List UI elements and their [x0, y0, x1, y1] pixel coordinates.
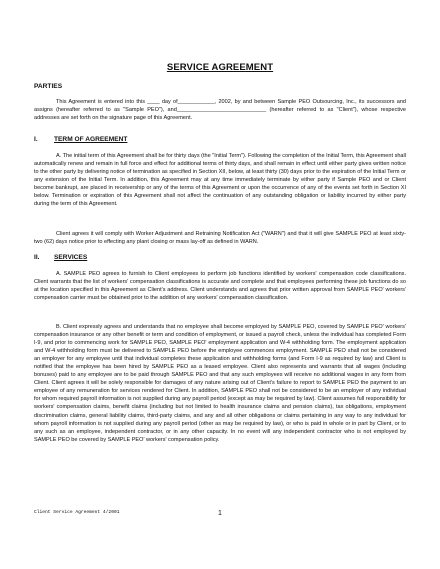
section-1-text-warn: Client agrees it will comply with Worker Adjustment and Retraining Notification Act ("WARN") and that it will give SAMPLE PEO at least sixty-two (62) days notice prior to effecting any plant closing or mass lay-off as defined in WARN. [34, 231, 406, 246]
section-1-paragraph-warn [34, 230, 406, 246]
section-2-text-b: B. Client expressly agrees and understands that no employee shall become employed by SAMPLE PEO, covered by SAMPLE PEO' workers' compensation insurance or any other benefit or term and condition of employment, or issued a payroll check, unless the individual has completed Form I-9, and prior to commencing work for SAMPLE PEO, SAMPLE PEO' employment application and W-4 withholding form. The employment application and W-4 withholding form must be delivered to SAMPLE PEO before the employee commences employment. SAMPLE PEO shall not be considered an employer for any employee until that individual completes these application and withholding forms (and Form I-9 as required by law) and Client is notified that the employee has been hired by SAMPLE PEO as a leased employee. Client also represents and warrants that all wages (including bonuses) paid to any employee are to be paid through SAMPLE PEO and that any such employees will receive no additional wages in any form from Client. Client agrees it will be solely responsible for damages of any nature arising out of Client's failure to report to SAMPLE PEO the payment to an employee of any remuneration for services rendered for Client. In addition, SAMPLE PEO shall not be considered to be an employer of any individual for whom required payroll information is not supplied during any payroll period (except as may be required by law). Client assumes full responsibility for workers' compensation claims, benefit claims (including but not limited to health insurance claims and pension claims), tax obligations, employment discrimination claims, general liability claims, third-party claims, and any and all other obligations or claims pertaining in any way to any individual for whom payroll information is not supplied during any payroll period (other as may be required by law), or who is paid in whole or in part by Client, or to any such as an employee, independent contractor, or in any other capacity. In no event will any independent contractor who is not employed by SAMPLE PEO be covered by SAMPLE PEO' workers' compensation policy. [34, 324, 406, 443]
section-2-number: II. [34, 254, 40, 261]
footer-document-id: Client Service Agreement 4/2001 [34, 510, 120, 515]
page-number: 1 [218, 510, 222, 517]
parties-paragraph [34, 98, 406, 122]
section-2-paragraph-b [34, 323, 406, 444]
parties-heading [34, 83, 62, 90]
section-2-title: SERVICES [54, 254, 88, 261]
document-title: SERVICE AGREEMENT [166, 62, 274, 73]
section-2-heading [34, 254, 87, 261]
parties-heading-text: PARTIES [34, 83, 63, 90]
section-1-number: I. [34, 136, 38, 143]
section-1-heading [34, 136, 127, 143]
section-1-text-a: A. The initial term of this Agreement shall be for thirty days (the "Initial Term"). Following the completion of the Initial Term, this Agreement shall automatically renew and remain in full force and effect for additional terms of thirty days, and shall remain in effect until either party gives written notice to the other party by delivering notice of termination as specified in Section XII, below, at least thirty (30) days prior to the expiration of the Initial Term or any extension of the Initial Term. In addition, this Agreement may at any time immediately terminate by either party if Sample PEO and or Client become bankrupt, are placed in receivership or any of the terms of this Agreement or upon the occurrence of any of the events set forth in Section XI below. Termination or expiration of this Agreement shall not affect the continuation of any outstanding obligation or liability incurred by either party during the term of this Agreement. [34, 153, 406, 208]
section-1-title: TERM OF AGREEMENT [54, 136, 128, 143]
parties-text: This Agreement is entered into this ____ day of____________, 2002, by and between Sample PEO Outsourcing, Inc., its successors and assigns (hereafter referred to as "Sample PEO"), and_____________________________ (hereafter referred to as "Client"), whose respective addresses are set forth on the signature page of this Agreement. [34, 99, 406, 122]
section-2-paragraph-a [34, 270, 406, 302]
section-2-text-a: A. SAMPLE PEO agrees to furnish to Client employees to perform job functions identified by workers' compensation code classifications. Client warrants that the list of workers' compensation classifications is accurate and complete and that employees performing these job functions do so at the location specified in this Agreement as Client's address. Client understands and agrees that prior written approval from SAMPLE PEO' workers' compensation carrier must be obtained prior to the addition of any workers' compensation classification. [34, 271, 406, 302]
section-1-paragraph-a [34, 152, 406, 208]
